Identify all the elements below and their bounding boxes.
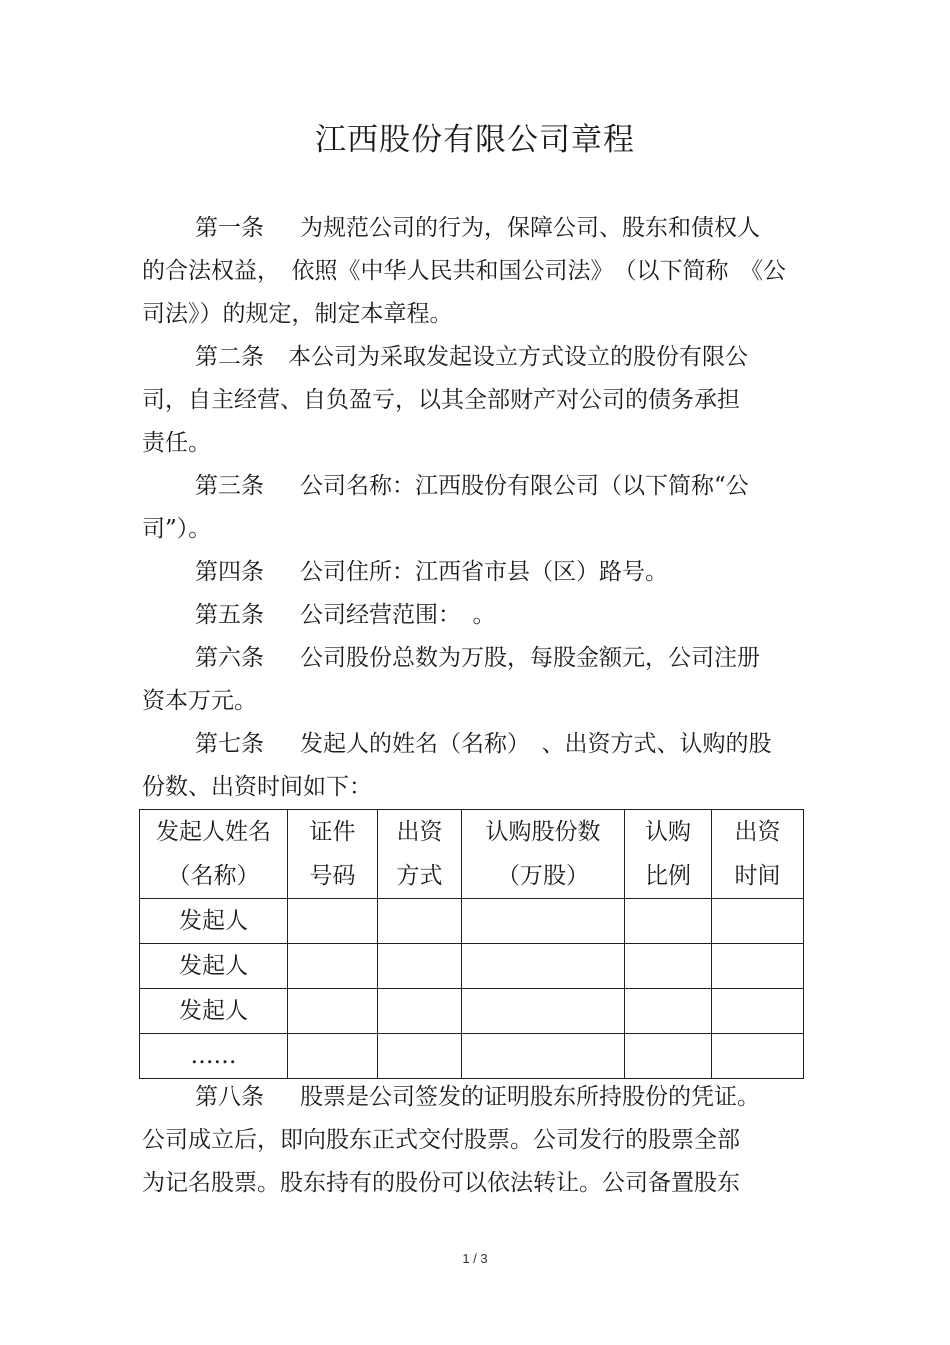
table-cell: [625, 989, 712, 1034]
article-text: 股票是公司签发的证明股东所持股份的凭证。: [300, 1084, 760, 1110]
table-cell: [378, 944, 462, 989]
header-subscribed-shares: 认购股份数 （万股）: [462, 810, 625, 899]
table-header-row: [140, 810, 804, 899]
table-row: [140, 899, 804, 944]
table-cell: [625, 1034, 712, 1079]
article-6-line-1: [195, 642, 760, 674]
document-title: 江西股份有限公司章程: [315, 122, 635, 158]
article-1-line-3: 司法》）的规定，制定本章程。: [142, 301, 453, 327]
header-subscription-ratio: 认购 比例: [625, 810, 712, 899]
table-cell: [288, 944, 378, 989]
article-2-line-2: 司，自主经营、自负盈亏，以其全部财产对公司的债务承担: [142, 387, 740, 413]
table-cell: [378, 1034, 462, 1079]
article-8-line-2: 公司成立后，即向股东正式交付股票。公司发行的股票全部: [142, 1127, 740, 1153]
table-cell: [712, 899, 804, 944]
article-3-line-1: [195, 470, 749, 502]
article-label: 第六条: [195, 645, 264, 671]
table-cell: 发起人: [140, 899, 288, 944]
article-7-line-1: [195, 728, 772, 760]
header-id-number: 证件 号码: [288, 810, 378, 899]
article-2-line-3: 责任。: [142, 430, 211, 456]
article-text: 为规范公司的行为，保障公司、股东和债权人: [300, 215, 760, 241]
article-8-line-3: 为记名股票。股东持有的股份可以依法转让。公司备置股东: [142, 1170, 740, 1196]
table-cell: [462, 899, 625, 944]
promoters-table: [139, 809, 804, 1079]
article-label: 第四条: [195, 559, 264, 585]
table-cell: [288, 1034, 378, 1079]
article-1-line-2: 的合法权益， 依照《中华人民共和国公司法》 （以下简称 《公: [142, 258, 786, 284]
article-text: 本公司为采取发起设立方式设立的股份有限公: [288, 344, 748, 370]
article-1-line-1: [195, 212, 760, 244]
table-cell: [378, 989, 462, 1034]
article-6-line-2: 资本万元。: [142, 688, 257, 714]
article-label: 第二条: [195, 344, 264, 370]
page-number: 1 / 3: [462, 1251, 488, 1266]
article-3-line-2: 司”）。: [142, 516, 212, 542]
article-5-line-1: [195, 599, 496, 631]
table-cell: [288, 899, 378, 944]
header-contribution-time: 出资 时间: [712, 810, 804, 899]
table-cell: [462, 1034, 625, 1079]
article-label: 第五条: [195, 602, 264, 628]
table-cell: [625, 899, 712, 944]
table-cell: 发起人: [140, 944, 288, 989]
table-cell: [712, 989, 804, 1034]
table-cell: [625, 944, 712, 989]
header-contribution-method: 出资 方式: [378, 810, 462, 899]
table-cell: [288, 989, 378, 1034]
table-row: [140, 944, 804, 989]
header-promoter-name: 发起人姓名 （名称）: [140, 810, 288, 899]
article-text: 公司名称：江西股份有限公司（以下简称“公: [300, 473, 749, 499]
table-cell: 发起人: [140, 989, 288, 1034]
article-label: 第七条: [195, 731, 264, 757]
article-label: 第一条: [195, 215, 264, 241]
article-label: 第三条: [195, 473, 264, 499]
article-8-line-1: [195, 1081, 760, 1113]
article-text: 公司住所：江西省市县（区）路号。: [300, 559, 668, 585]
table-cell: [712, 944, 804, 989]
table-cell: [712, 1034, 804, 1079]
article-text: 公司股份总数为万股，每股金额元，公司注册: [300, 645, 760, 671]
article-7-line-2: 份数、出资时间如下：: [142, 774, 372, 800]
table-cell: [462, 989, 625, 1034]
table-cell: [378, 899, 462, 944]
table-cell: [462, 944, 625, 989]
article-2-line-1: [195, 341, 748, 373]
article-text: 发起人的姓名（名称） 、出资方式、认购的股: [300, 731, 772, 757]
article-text: 公司经营范围： 。: [300, 602, 496, 628]
article-label: 第八条: [195, 1084, 264, 1110]
article-4-line-1: [195, 556, 668, 588]
table-row: [140, 989, 804, 1034]
table-cell: ……: [140, 1034, 288, 1079]
table-row: [140, 1034, 804, 1079]
